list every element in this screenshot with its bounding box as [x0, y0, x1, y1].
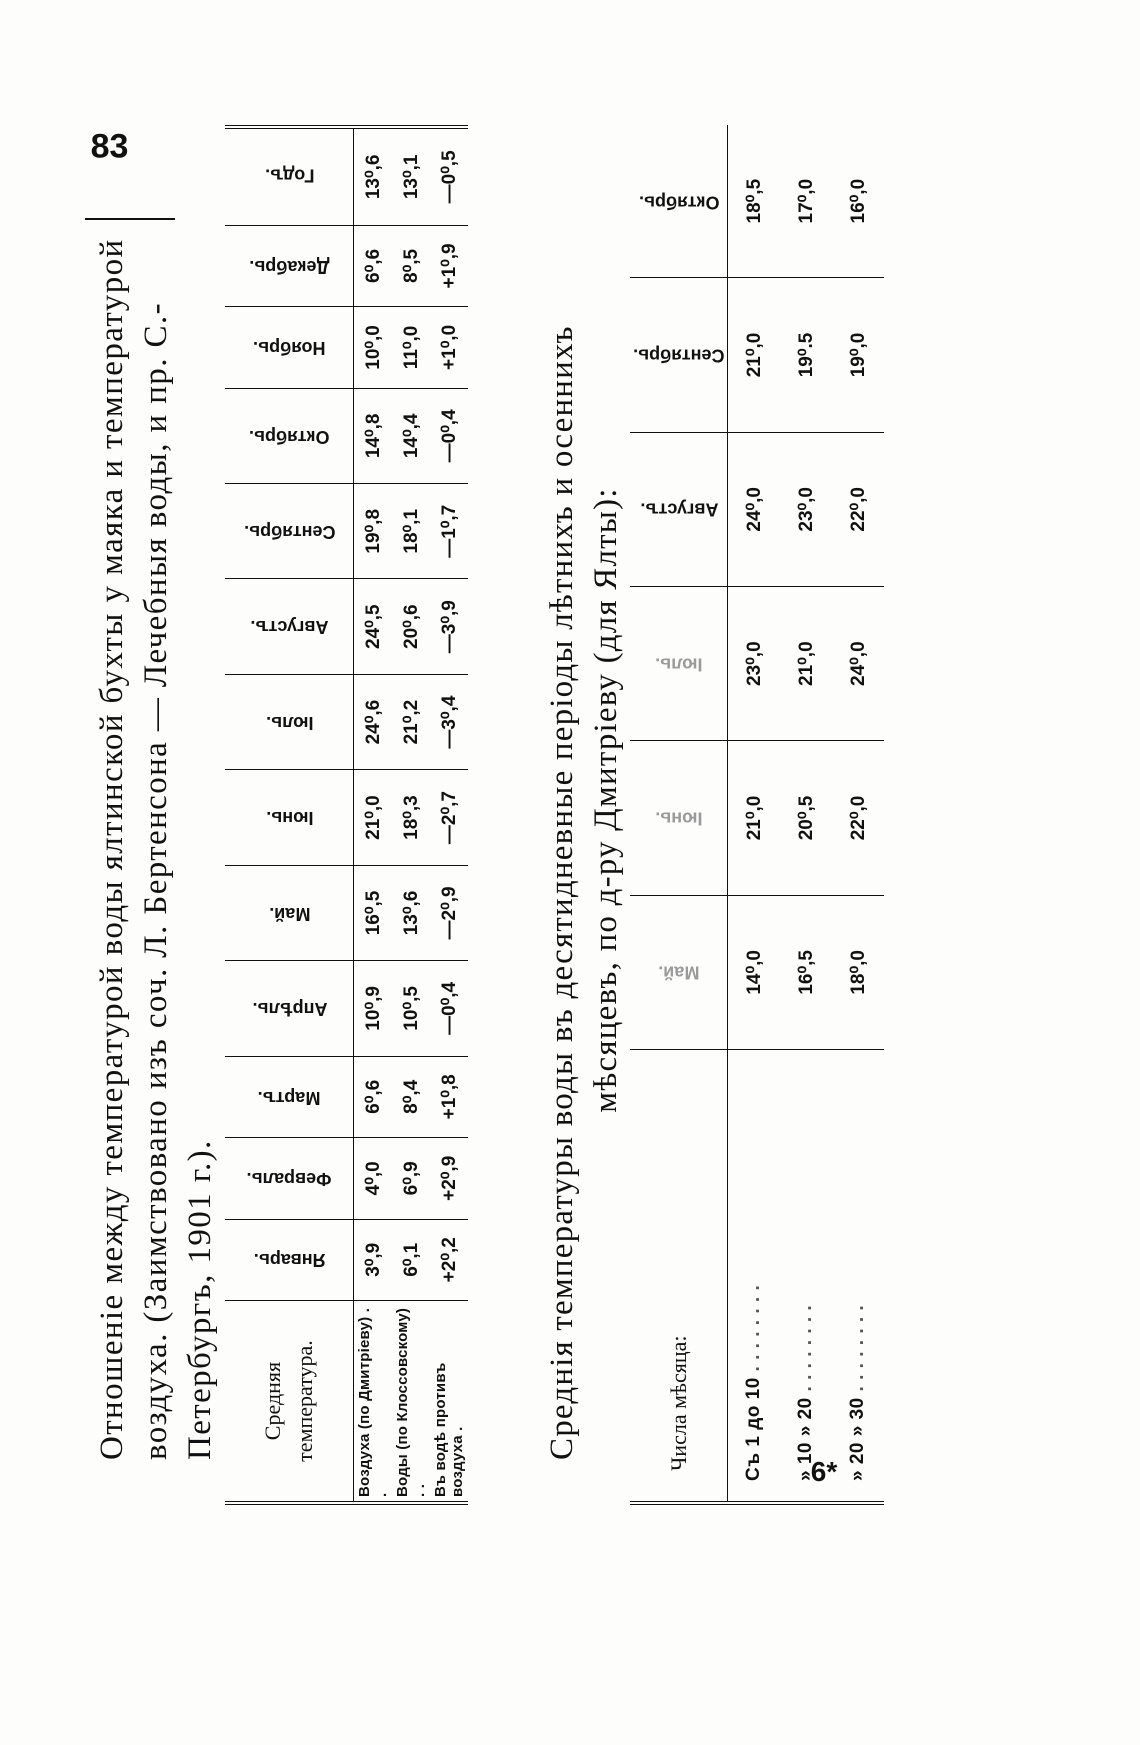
- leader-dots: . . . . . . . .: [795, 1304, 816, 1392]
- cell: 4⁰,0: [354, 1138, 393, 1219]
- cell: 24⁰,0: [728, 432, 781, 586]
- col-february: Февраль.: [225, 1138, 354, 1219]
- cell: 23⁰,0: [780, 432, 832, 586]
- row-label-text: » 10 » 20: [795, 1397, 816, 1481]
- table1-title: Отношеніе между температурой воды ялтинской бухты у маяка и температурой воздуха. (Заимствовано изъ соч. Л. Бертенсона — Лечебныя воды, и пр. С.-Петербургъ, 1901 г.).: [94, 238, 218, 1460]
- cell: 14⁰,0: [728, 895, 781, 1049]
- cell: 13⁰,1: [392, 127, 430, 225]
- cell: —2⁰,7: [430, 770, 468, 865]
- cell: 20⁰,6: [392, 579, 430, 674]
- col-september: Сентябрь.: [225, 484, 354, 579]
- col-april: Апрѣль.: [225, 961, 354, 1056]
- cell: 6⁰,9: [392, 1138, 430, 1219]
- cell: 18⁰,1: [392, 484, 430, 579]
- col-august: Августъ.: [630, 432, 728, 586]
- cell: 17⁰,0: [780, 125, 832, 278]
- header-label-line1: Средняя: [260, 1361, 285, 1441]
- cell: +2⁰,9: [430, 1138, 468, 1219]
- printer-signature: 6*: [810, 1455, 838, 1487]
- cell: 23⁰,0: [728, 586, 781, 740]
- col-year: Годъ.: [225, 127, 354, 225]
- cell: 24⁰,6: [354, 674, 393, 769]
- table2-title: [540, 140, 628, 1460]
- cell: —2⁰,9: [430, 865, 468, 960]
- col-june: Іюнь.: [630, 741, 728, 895]
- cell: 21⁰,0: [354, 770, 393, 865]
- cell: 22⁰,0: [832, 741, 884, 895]
- table1-header-label: [225, 1301, 354, 1504]
- header-label-line2: температура.: [292, 1340, 317, 1462]
- row-label: [780, 1050, 832, 1504]
- leader-dots: . . . . . . . .: [847, 1304, 868, 1392]
- cell: 22⁰,0: [832, 432, 884, 586]
- ten-day-water-temperature-table: [630, 125, 884, 1505]
- air-water-temperature-table: [225, 125, 468, 1505]
- cell: —1⁰,7: [430, 484, 468, 579]
- cell: 14⁰,8: [354, 388, 393, 483]
- cell: 24⁰,0: [832, 586, 884, 740]
- cell: 19⁰,8: [354, 484, 393, 579]
- cell: —0⁰,5: [430, 127, 468, 225]
- table2-header-row: [630, 125, 728, 1503]
- cell: 18⁰,3: [392, 770, 430, 865]
- cell: 14⁰,4: [392, 388, 430, 483]
- col-october: Октябрь.: [630, 125, 728, 278]
- page-number: 83: [90, 127, 129, 166]
- row-label: Въ водѣ противъ воздуха .: [432, 1362, 466, 1497]
- cell: —0⁰,4: [430, 961, 468, 1056]
- col-june: Іюнь.: [225, 770, 354, 865]
- cell: 21⁰,0: [728, 741, 781, 895]
- cell: 19⁰,0: [832, 278, 884, 432]
- col-september: Сентябрь.: [630, 278, 728, 432]
- cell: 8⁰,5: [392, 225, 430, 306]
- row-label-text: Съ 1 до 10: [743, 1377, 764, 1481]
- cell: +1⁰,8: [430, 1056, 468, 1137]
- col-july: Іюль.: [225, 674, 354, 769]
- cell: 6⁰,6: [354, 1056, 393, 1137]
- cell: +1⁰,9: [430, 225, 468, 306]
- leader-dots: . . . . . . . .: [743, 1284, 764, 1372]
- cell: 21⁰,0: [780, 586, 832, 740]
- cell: —3⁰,9: [430, 579, 468, 674]
- row-label: Воды (по Клоссовскому) . .: [394, 1307, 428, 1497]
- col-november: Ноябрь.: [225, 307, 354, 388]
- cell: 16⁰,0: [832, 125, 884, 278]
- table-row: [392, 127, 430, 1503]
- table-row: [354, 127, 393, 1503]
- cell: 10⁰,9: [354, 961, 393, 1056]
- cell: 11⁰,0: [392, 307, 430, 388]
- col-march: Мартъ.: [225, 1056, 354, 1137]
- cell: 24⁰,5: [354, 579, 393, 674]
- cell: —3⁰,4: [430, 674, 468, 769]
- col-december: Декабрь.: [225, 225, 354, 306]
- row-label: [832, 1050, 884, 1504]
- cell: 21⁰,2: [392, 674, 430, 769]
- table-row: [728, 125, 781, 1503]
- cell: 8⁰,4: [392, 1056, 430, 1137]
- table1-header-row: [225, 127, 354, 1503]
- cell: 6⁰,6: [354, 225, 393, 306]
- cell: +1⁰,0: [430, 307, 468, 388]
- table2-header-label: Числа мѣсяца:: [630, 1050, 728, 1504]
- col-may: Май.: [630, 895, 728, 1049]
- col-january: Январь.: [225, 1219, 354, 1300]
- cell: 13⁰,6: [392, 865, 430, 960]
- cell: 3⁰,9: [354, 1219, 393, 1300]
- col-july: Іюль.: [630, 586, 728, 740]
- cell: 13⁰,6: [354, 127, 393, 225]
- cell: +2⁰,2: [430, 1219, 468, 1300]
- cell: 16⁰,5: [354, 865, 393, 960]
- col-august: Августъ.: [225, 579, 354, 674]
- table2-title-line1: Среднія температуры воды въ десятидневные періоды лѣтнихъ и осеннихъ: [544, 325, 580, 1460]
- cell: 10⁰,5: [392, 961, 430, 1056]
- cell: —0⁰,4: [430, 388, 468, 483]
- table-row: [780, 125, 832, 1503]
- cell: 21⁰,0: [728, 278, 781, 432]
- cell: 6⁰,1: [392, 1219, 430, 1300]
- cell: 10⁰,0: [354, 307, 393, 388]
- cell: 18⁰,0: [832, 895, 884, 1049]
- table-row: [430, 127, 468, 1503]
- col-may: Май.: [225, 865, 354, 960]
- row-label-text: » 20 » 30: [847, 1397, 868, 1481]
- row-label: [728, 1050, 781, 1504]
- cell: 18⁰,5: [728, 125, 781, 278]
- cell: 20⁰,5: [780, 741, 832, 895]
- cell: 19⁰.5: [780, 278, 832, 432]
- row-label: Воздуха (по Дмитріеву) . .: [356, 1307, 390, 1497]
- table2-title-line2: мѣсяцевъ, по д-ру Дмитріеву (для Ялты):: [588, 487, 624, 1113]
- cell: 16⁰,5: [780, 895, 832, 1049]
- table-row: [832, 125, 884, 1503]
- col-october: Октябрь.: [225, 388, 354, 483]
